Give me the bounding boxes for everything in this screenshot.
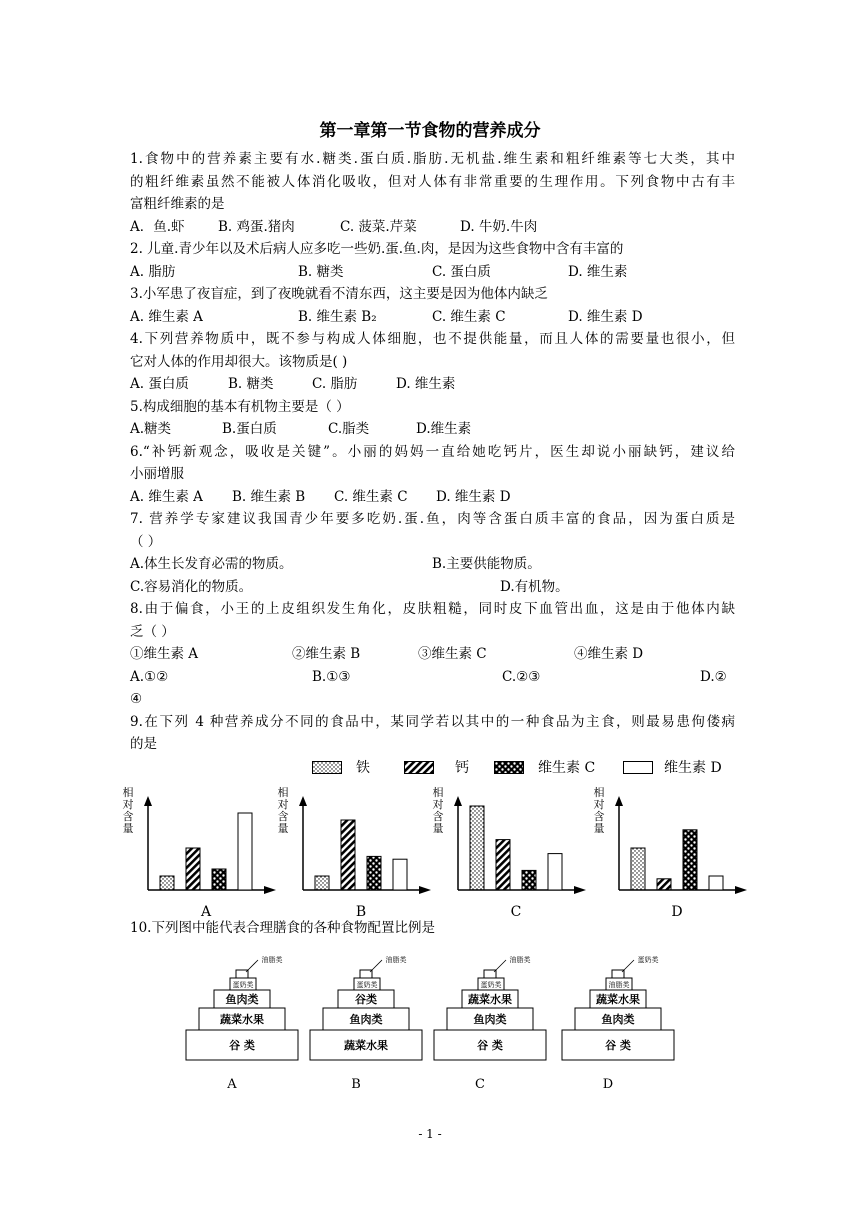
- text-line: [130, 576, 735, 599]
- text-line: [130, 193, 735, 216]
- y-axis-arrow: [454, 796, 462, 806]
- y-axis-label: 含: [277, 810, 289, 823]
- text-line: [130, 283, 735, 306]
- line-text: 3.小军患了夜盲症，到了夜晚就看不清东西，这主要是因为他体内缺乏: [130, 286, 548, 302]
- pyramid-top-label: 油脂类: [608, 981, 630, 989]
- pyramid-layer-label: 鱼肉类: [601, 1013, 635, 1026]
- text-line: [130, 373, 735, 396]
- pointer-line: [622, 960, 634, 972]
- y-axis-label: 量: [593, 822, 605, 835]
- y-axis-label: 相: [593, 786, 605, 799]
- text-line: [130, 441, 735, 464]
- option-text: C. 菠菜.芹菜: [340, 218, 417, 235]
- line-text: 2. 儿童.青少年以及术后病人应多吃一些奶.蛋.鱼.肉，是因为这些食物中含有丰富的: [130, 241, 624, 257]
- option-text: ③维生素 C: [418, 646, 487, 662]
- option-label: D: [602, 1077, 614, 1092]
- pyramid-layer-label: 蔬菜水果: [468, 993, 512, 1006]
- text-line: [130, 351, 735, 374]
- pyramid-layer-label: 谷 类: [229, 1039, 255, 1052]
- y-axis-label: 量: [122, 822, 134, 835]
- text-line: [130, 418, 735, 441]
- text-line: [130, 688, 735, 711]
- pyramid-layer-label: 谷类: [355, 993, 377, 1006]
- legend-swatch-vitamin-c: [494, 761, 524, 774]
- option-label: A: [227, 1077, 237, 1092]
- option-text: B. 维生素 B: [232, 488, 306, 505]
- text-line: [130, 463, 735, 486]
- option-text: D.②: [700, 668, 727, 685]
- y-axis-label: 对: [593, 798, 605, 811]
- bar-维生素 C: [367, 856, 381, 890]
- pyramid-layer-label: 蔬菜水果: [596, 993, 640, 1006]
- option-text: D. 维生素 D: [568, 308, 643, 325]
- pyramid-layer-label: 蔬菜水果: [344, 1039, 388, 1052]
- legend-label-vitamin-c: 维生素 C: [538, 760, 596, 776]
- bar-钙: [496, 840, 510, 890]
- x-axis-arrow: [264, 886, 276, 894]
- option-text: A. 维生素 A: [130, 488, 203, 505]
- panel-label: A: [200, 904, 212, 920]
- nutrient-bar-charts: [120, 784, 750, 924]
- line-text: 小丽增服: [130, 466, 184, 482]
- legend-swatch-calcium: [404, 761, 434, 774]
- bar-维生素 C: [212, 869, 226, 890]
- bar-维生素 C: [683, 830, 697, 890]
- y-axis-label: 对: [277, 798, 289, 811]
- line-text: 7. 营养学专家建议我国青少年要多吃奶.蛋.鱼，肉等含蛋白质丰富的食品，因为蛋白质是: [130, 511, 735, 527]
- question-text: [130, 148, 735, 756]
- pyramid-peak-box: [484, 970, 496, 978]
- text-line: [130, 238, 735, 261]
- text-line: [130, 643, 735, 666]
- option-text: C. 维生素 C: [432, 308, 506, 325]
- line-text: 乏（ ）: [130, 623, 175, 640]
- line-text: 的粗纤维素虽然不能被人体消化吸收，但对人体有非常重要的生理作用。下列食物中古有丰: [130, 173, 735, 190]
- page-title: 第一章第一节食物的营养成分: [319, 121, 541, 141]
- option-text: C. 维生素 C: [334, 488, 408, 505]
- y-axis-label: 含: [432, 810, 444, 823]
- page-number: - 1 -: [418, 1127, 442, 1141]
- pointer-line: [370, 960, 382, 972]
- option-text: C. 蛋白质: [432, 263, 491, 280]
- option-text: B.主要供能物质。: [432, 556, 541, 572]
- option-text: ②维生素 B: [292, 646, 361, 662]
- option-text: C.脂类: [328, 421, 370, 437]
- text-line: [130, 171, 735, 194]
- legend-swatch-iron: [312, 761, 342, 774]
- legend-label-calcium: 钙: [455, 760, 469, 776]
- pyramid-peak-label: 油脂类: [261, 956, 283, 964]
- text-line: [130, 328, 735, 351]
- option-text: ④维生素 D: [574, 646, 644, 662]
- pyramid-peak-label: 油脂类: [385, 956, 407, 964]
- bar-铁: [631, 848, 645, 890]
- option-text: D.维生素: [416, 421, 472, 437]
- option-text: A．鱼.虾: [130, 218, 185, 235]
- text-line: [130, 531, 735, 554]
- option-text: D. 牛奶.牛肉: [460, 218, 538, 235]
- option-label: C: [475, 1077, 485, 1092]
- option-text: B. 糖类: [298, 263, 344, 280]
- line-text: 1.食物中的营养素主要有水.糖类.蛋白质.脂肪.无机盐.维生素和粗纤维素等七大类，其中: [130, 151, 735, 167]
- x-axis-arrow: [419, 886, 431, 894]
- y-axis-label: 量: [432, 822, 444, 835]
- pyramid-peak-label: 蛋奶类: [637, 956, 659, 964]
- bar-维生素 D: [709, 876, 723, 890]
- text-line: [130, 486, 735, 509]
- line-text: 6.“补钙新观念，吸收是关键”。小丽的妈妈一直给她吃钙片，医生却说小丽缺钙，建议给: [130, 443, 735, 460]
- pyramid-top-label: 蛋奶类: [232, 981, 254, 989]
- food-pyramid-options: [180, 948, 700, 1098]
- y-axis-arrow: [615, 796, 623, 806]
- option-text: D.有机物。: [500, 578, 569, 595]
- question-10: 10.下列图中能代表合理膳食的各种食物配置比例是: [130, 920, 435, 936]
- option-text: B. 维生素 B₂: [298, 308, 377, 325]
- pyramid-layer-label: 谷 类: [477, 1039, 503, 1052]
- line-text: 5.构成细胞的基本有机物主要是（ ）: [130, 398, 350, 415]
- text-line: [130, 148, 735, 171]
- pyramid-peak-label: 油脂类: [509, 956, 531, 964]
- bar-铁: [470, 806, 484, 890]
- option-text: D. 维生素 D: [436, 488, 511, 505]
- y-axis-label: 对: [122, 798, 134, 811]
- text-line: [130, 508, 735, 531]
- bar-维生素 D: [238, 813, 252, 890]
- option-text: A. 蛋白质: [130, 376, 189, 392]
- option-text: C.②③: [502, 668, 541, 685]
- pyramid-peak-box: [236, 970, 248, 978]
- text-line: [130, 666, 735, 689]
- option-text: B. 鸡蛋.猪肉: [218, 218, 295, 235]
- text-line: [130, 553, 735, 576]
- pyramid-layer-label: 鱼肉类: [349, 1013, 383, 1026]
- text-line: [130, 711, 735, 734]
- y-axis-arrow: [144, 796, 152, 806]
- y-axis-label: 相: [432, 786, 444, 799]
- bar-铁: [160, 876, 174, 890]
- pointer-line: [246, 960, 258, 972]
- text-line: [130, 261, 735, 284]
- line-text: 4.下列营养物质中，既不参与构成人体细胞，也不提供能量，而且人体的需要量也很小，但: [130, 331, 735, 347]
- legend-swatch-vitamin-d: [623, 761, 653, 774]
- panel-label: B: [355, 904, 367, 920]
- option-label: B: [351, 1077, 361, 1092]
- pyramid-layer-label: 蔬菜水果: [220, 1013, 264, 1026]
- bar-钙: [341, 820, 355, 890]
- pyramid-top-label: 蛋奶类: [356, 981, 378, 989]
- bar-维生素 D: [548, 854, 562, 890]
- y-axis-label: 含: [593, 810, 605, 823]
- pointer-line: [494, 960, 506, 972]
- pyramid-layer-label: 谷 类: [605, 1039, 631, 1052]
- y-axis-label: 相: [277, 786, 289, 799]
- panel-label: C: [510, 904, 522, 920]
- text-line: [130, 621, 735, 644]
- x-axis-arrow: [574, 886, 586, 894]
- line-text: 富粗纤维素的是: [130, 196, 225, 212]
- pyramid-layer-label: 鱼肉类: [473, 1013, 507, 1026]
- pyramid-peak-box: [360, 970, 372, 978]
- pyramid-top-label: 蛋奶类: [480, 981, 502, 989]
- option-text: A.①②: [130, 668, 169, 685]
- option-text: B.蛋白质: [222, 421, 277, 437]
- option-text: ①维生素 A: [130, 646, 199, 662]
- text-line: [130, 598, 735, 621]
- legend-label-vitamin-d: 维生素 D: [664, 760, 722, 776]
- bar-铁: [315, 876, 329, 890]
- option-text: C. 脂肪: [312, 376, 358, 392]
- text-line: [130, 216, 735, 239]
- chart-legend: [312, 756, 742, 778]
- line-text: 8.由于偏食，小王的上皮组织发生角化，皮肤粗糙，同时皮下血管出血，这是由于他体内缺: [130, 601, 735, 617]
- option-text: B.①③: [312, 668, 351, 685]
- option-text: A.体生长发育必需的物质。: [130, 556, 293, 572]
- option-text: C.容易消化的物质。: [130, 578, 253, 595]
- line-text: ④: [130, 691, 143, 707]
- option-text: A. 维生素 A: [130, 308, 203, 325]
- bar-维生素 C: [522, 870, 536, 890]
- panel-label: D: [671, 904, 683, 920]
- pyramid-peak-box: [612, 970, 624, 978]
- option-text: A.糖类: [130, 421, 172, 437]
- y-axis-label: 量: [277, 822, 289, 835]
- option-text: D. 维生素: [396, 376, 456, 392]
- line-text: 它对人体的作用却很大。该物质是( ): [130, 353, 348, 370]
- text-line: [130, 733, 735, 756]
- text-line: [130, 306, 735, 329]
- line-text: 的是: [130, 736, 157, 752]
- line-text: （ ）: [130, 533, 162, 550]
- bar-钙: [657, 879, 671, 890]
- y-axis-label: 对: [432, 798, 444, 811]
- y-axis-arrow: [299, 796, 307, 806]
- y-axis-label: 相: [122, 786, 134, 799]
- pyramid-layer-label: 鱼肉类: [225, 993, 259, 1006]
- y-axis-label: 含: [122, 810, 134, 823]
- option-text: D. 维生素: [568, 263, 628, 280]
- bar-钙: [186, 848, 200, 890]
- x-axis-arrow: [735, 886, 747, 894]
- option-text: B. 糖类: [228, 376, 274, 392]
- option-text: A. 脂肪: [130, 263, 176, 280]
- line-text: 9.在下列 4 种营养成分不同的食品中，某同学若以其中的一种食品为主食，则最易患佝偻病: [130, 713, 735, 730]
- text-line: [130, 396, 735, 419]
- bar-维生素 D: [393, 859, 407, 890]
- legend-label-iron: 铁: [356, 760, 370, 776]
